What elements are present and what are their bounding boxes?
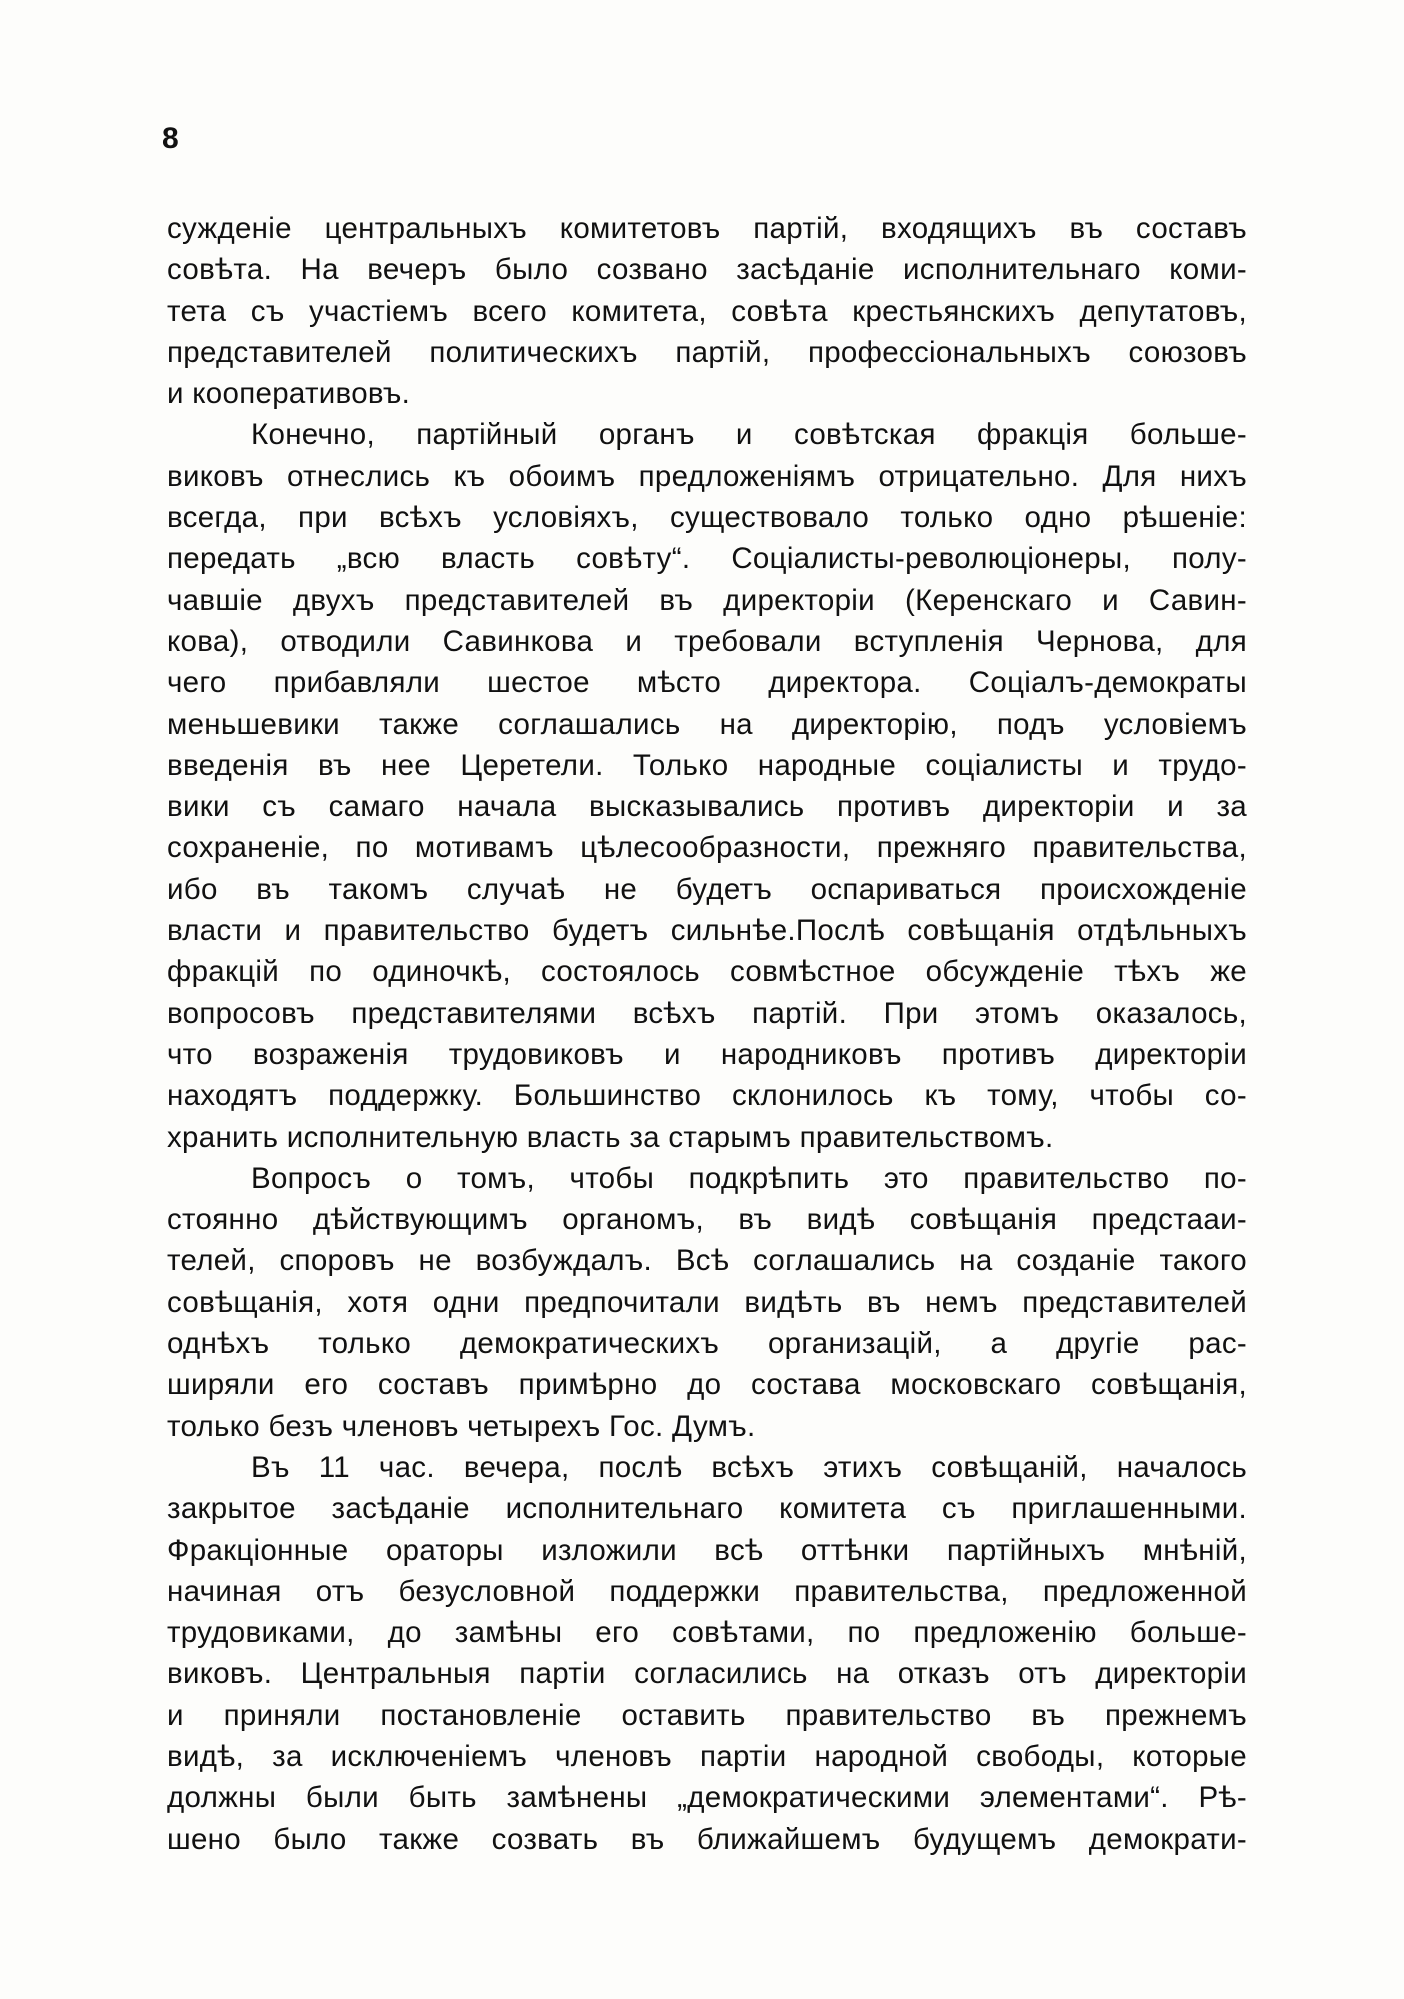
text-line: вики съ самаго начала высказывались противъ директоріи и за xyxy=(167,790,1247,824)
text-line: стоянно дѣйствующимъ органомъ, въ видѣ совѣщанія предстааи- xyxy=(167,1203,1247,1237)
text-line: находятъ поддержку. Большинство склонилось къ тому, чтобы со- xyxy=(167,1079,1247,1113)
page-number: 8 xyxy=(162,122,179,155)
text-line: сохраненіе, по мотивамъ цѣлесообразности, прежняго правительства, xyxy=(167,831,1247,865)
text-line: только безъ членовъ четырехъ Гос. Думъ. xyxy=(167,1409,756,1443)
paragraph xyxy=(167,414,1247,1157)
text-line: шено было также созвать въ ближайшемъ будущемъ демократи- xyxy=(167,1822,1247,1856)
text-line: что возраженія трудовиковъ и народниковъ противъ директоріи xyxy=(167,1037,1247,1071)
text-line: введенія въ нее Церетели. Только народные соціалисты и трудо- xyxy=(167,748,1247,782)
text-line: совѣщанія, хотя одни предпочитали видѣть въ немъ представителей xyxy=(167,1285,1247,1319)
text-line: хранить исполнительную власть за старымъ правительствомъ. xyxy=(167,1120,1054,1154)
text-line: однѣхъ только демократическихъ организацій, а другіе рас- xyxy=(167,1327,1247,1361)
text-line: Въ 11 час. вечера, послѣ всѣхъ этихъ совѣщаній, началось xyxy=(251,1450,1247,1484)
text-line: и кооперативовъ. xyxy=(167,377,411,411)
text-line: и приняли постановленіе оставить правительство въ прежнемъ xyxy=(167,1698,1247,1732)
text-line: всегда, при всѣхъ условіяхъ, существовало только одно рѣшеніе: xyxy=(167,501,1247,535)
text-line: должны были быть замѣнены „демократическими элементами“. Рѣ- xyxy=(167,1781,1247,1815)
text-line: телей, споровъ не возбуждалъ. Всѣ соглашались на созданіе такого xyxy=(167,1244,1247,1278)
text-line: Конечно, партійный органъ и совѣтская фракція больше- xyxy=(251,418,1247,452)
text-line: кова), отводили Савинкова и требовали вступленія Чернова, для xyxy=(167,624,1247,658)
text-line: трудовиками, до замѣны его совѣтами, по предложенію больше- xyxy=(167,1616,1247,1650)
text-line: меньшевики также соглашались на директорію, подъ условіемъ xyxy=(167,707,1247,741)
text-line: передать „всю власть совѣту“. Соціалисты-революціонеры, полу- xyxy=(167,542,1247,576)
text-line: виковъ отнеслись къ обоимъ предложеніямъ отрицательно. Для нихъ xyxy=(167,459,1247,493)
text-line: сужденіе центральныхъ комитетовъ партій, входящихъ въ составъ xyxy=(167,212,1247,245)
paragraph xyxy=(167,208,1247,414)
text-line: совѣта. На вечеръ было созвано засѣданіе исполнительнаго коми- xyxy=(167,253,1247,287)
text-line: чавшіе двухъ представителей въ директоріи (Керенскаго и Савин- xyxy=(167,583,1247,617)
text-line: ширяли его составъ примѣрно до состава московскаго совѣщанія, xyxy=(167,1368,1247,1402)
text-line: Фракціонные ораторы изложили всѣ оттѣнки партійныхъ мнѣній, xyxy=(167,1533,1247,1567)
paragraph xyxy=(167,1158,1247,1447)
text-line: власти и правительство будетъ сильнѣе.Послѣ совѣщанія отдѣльныхъ xyxy=(167,914,1247,948)
text-line: Вопросъ о томъ, чтобы подкрѣпить это правительство по- xyxy=(251,1161,1247,1195)
text-line: представителей политическихъ партій, профессіональныхъ союзовъ xyxy=(167,335,1247,369)
text-line: видѣ, за исключеніемъ членовъ партіи народной свободы, которые xyxy=(167,1739,1247,1773)
body-text xyxy=(167,208,1247,1860)
text-line: виковъ. Центральныя партіи согласились на отказъ отъ директоріи xyxy=(167,1657,1247,1691)
text-line: тета съ участіемъ всего комитета, совѣта крестьянскихъ депутатовъ, xyxy=(167,294,1247,328)
text-line: фракцій по одиночкѣ, состоялось совмѣстное обсужденіе тѣхъ же xyxy=(167,955,1247,989)
text-line: ибо въ такомъ случаѣ не будетъ оспариваться происхожденіе xyxy=(167,872,1247,906)
text-line: закрытое засѣданіе исполнительнаго комитета съ приглашенными. xyxy=(167,1492,1247,1526)
paragraph xyxy=(167,1447,1247,1860)
text-line: начиная отъ безусловной поддержки правительства, предложенной xyxy=(167,1574,1247,1608)
text-line: вопросовъ представителями всѣхъ партій. При этомъ оказалось, xyxy=(167,996,1247,1030)
text-line: чего прибавляли шестое мѣсто директора. Соціалъ-демократы xyxy=(167,666,1247,700)
